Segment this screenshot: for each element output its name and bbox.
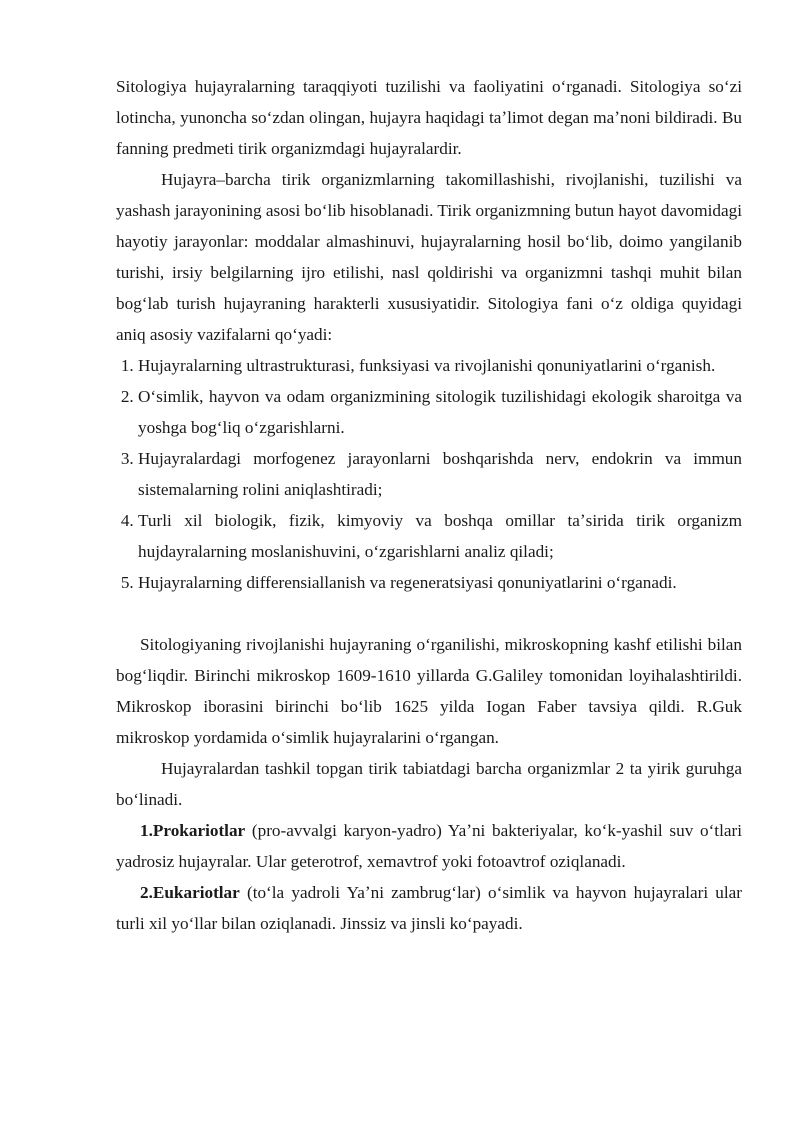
paragraph-groups: Hujayralardan tashkil topgan tirik tabiatdagi barcha organizmlar 2 ta yirik guruhga boʻlinadi.	[116, 759, 742, 809]
document-body	[116, 71, 742, 939]
list-item: 4. Turli xil biologik, fizik, kimyoviy va boshqa omillar taʼsirida tirik organizm hujdayralarning moslanishuvini, oʻzgarishlarni analiz qiladi;	[138, 505, 742, 567]
term-eukaryotes: 2.Eukariotlar	[140, 883, 240, 902]
tasks-list	[116, 350, 742, 598]
paragraph-prokaryotes	[116, 815, 742, 877]
paragraph-hujayra: Hujayra–barcha tirik organizmlarning takomillashishi, rivojlanishi, tuzilishi va yashash jarayonining asosi boʻlib hisoblanadi. Tirik organizmning butun hayot davomidagi hayotiy jarayonlar: moddalar almashinuvi, hujayralarning hosil boʻlib, doimo yangilanib turishi, irsiy belgilarning ijro etilishi, nasl qoldirishi va organizmni tashqi muhit bilan bogʻlab turish hujayraning harakterli xususiyatidir. Sitologiya fani oʻz oldiga quyidagi aniq asosiy vazifalarni qoʻyadi:	[116, 170, 743, 344]
term-prokaryotes: 1.Prokariotlar	[140, 821, 246, 840]
prokaryotes-text: (pro-avvalgi karyon-yadro) Yaʼni bakteriyalar, koʻk-yashil suv oʻtlari yadrosiz hujayralar. Ular geterotrof, xemavtrof yoki fotoavtrof oziqlanadi.	[116, 821, 742, 871]
paragraph-history: Sitologiyaning rivojlanishi hujayraning oʻrganilishi, mikroskopning kashf etilishi bilan bogʻliqdir. Birinchi mikroskop 1609-1610 yillarda G.Galiley tomonidan loyihalashtirildi. Mikroskop iborasini birinchi boʻlib 1625 yilda Iogan Faber tavsiya qildi. R.Guk mikroskop yordamida oʻsimlik hujayralarini oʻrgangan.	[116, 635, 742, 747]
spacer	[116, 598, 742, 629]
list-item: 5. Hujayralarning differensiallanish va regeneratsiyasi qonuniyatlarini oʻrganadi.	[138, 567, 742, 598]
list-item: 2. Oʻsimlik, hayvon va odam organizmining sitologik tuzilishidagi ekologik sharoitga va yoshga bogʻliq oʻzgarishlarni.	[138, 381, 742, 443]
eukaryotes-text: (toʻla yadroli Yaʼni zambrugʻlar) oʻsimlik va hayvon hujayralari ular turli xil yoʻllar bilan oziqlanadi. Jinssiz va jinsli koʻpayadi.	[116, 883, 742, 933]
list-item: 1. Hujayralarning ultrastrukturasi, funksiyasi va rivojlanishi qonuniyatlarini oʻrganish.	[138, 350, 742, 381]
paragraph-eukaryotes	[116, 877, 742, 939]
paragraph-intro: Sitologiya hujayralarning taraqqiyoti tuzilishi va faoliyatini oʻrganadi. Sitologiya soʻzi lotincha, yunoncha soʻzdan olingan, hujayra haqidagi taʼlimot degan maʼnoni bildiradi. Bu fanning predmeti tirik organizmdagi hujayralardir.	[116, 77, 742, 158]
list-item: 3. Hujayralardagi morfogenez jarayonlarni boshqarishda nerv, endokrin va immun sistemalarning rolini aniqlashtiradi;	[138, 443, 742, 505]
